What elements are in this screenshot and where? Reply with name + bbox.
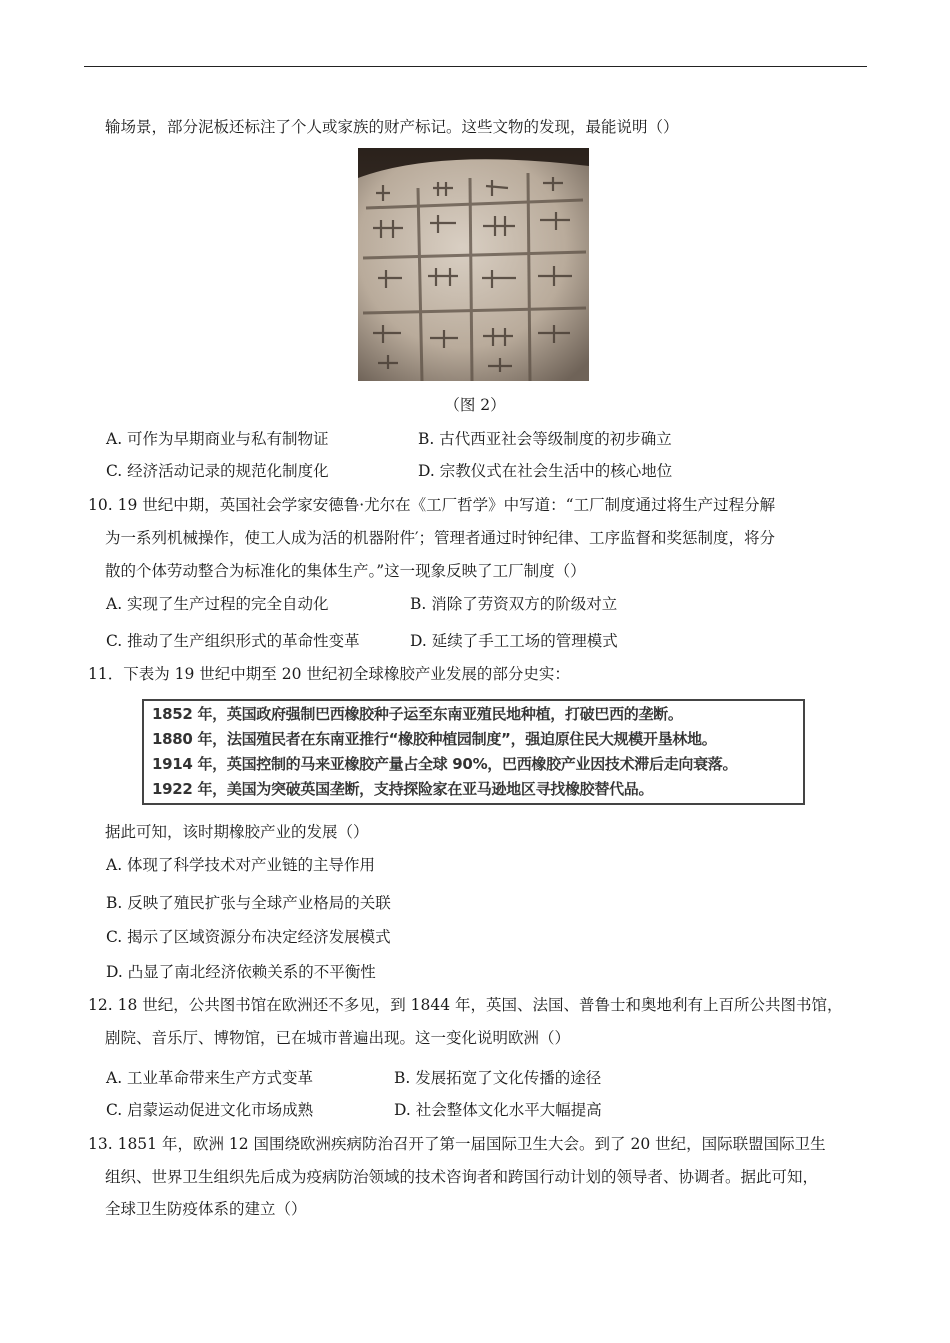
q10-option-d[interactable]: D. 延续了手工工场的管理模式 xyxy=(410,632,618,650)
q11-facts-table xyxy=(142,699,805,805)
q9-option-a[interactable]: A. 可作为早期商业与私有制物证 xyxy=(106,430,329,448)
q9-option-d[interactable]: D. 宗教仪式在社会生活中的核心地位 xyxy=(418,462,673,480)
q11-fact-1922: 1922 年，美国为突破英国垄断，支持探险家在亚马逊地区寻找橡胶替代品。 xyxy=(152,780,654,798)
q11-option-b[interactable]: B. 反映了殖民扩张与全球产业格局的关联 xyxy=(106,894,391,912)
q11-option-d[interactable]: D. 凸显了南北经济依赖关系的不平衡性 xyxy=(106,963,376,981)
q13-line-3: 全球卫生防疫体系的建立（） xyxy=(105,1200,307,1218)
q11-option-c[interactable]: C. 揭示了区域资源分布决定经济发展模式 xyxy=(106,928,391,946)
q10-option-c[interactable]: C. 推动了生产组织形式的革命性变革 xyxy=(106,632,360,650)
q12-option-d[interactable]: D. 社会整体文化水平大幅提高 xyxy=(394,1101,602,1119)
q9-option-c[interactable]: C. 经济活动记录的规范化制度化 xyxy=(106,462,329,480)
q11-option-a[interactable]: A. 体现了科学技术对产业链的主导作用 xyxy=(106,856,376,874)
figure-caption: （图 2） xyxy=(444,396,506,414)
q12-line-1: 12. 18 世纪，公共图书馆在欧洲还不多见，到 1844 年，英国、法国、普鲁士和奥地利有上百所公共图书馆， xyxy=(88,996,843,1014)
q10-line-3: 散的个体劳动整合为标准化的集体生产。”这一现象反映了工厂制度（） xyxy=(105,562,586,580)
q12-option-b[interactable]: B. 发展拓宽了文化传播的途径 xyxy=(394,1069,602,1087)
header-rule xyxy=(84,66,867,67)
q10-option-b[interactable]: B. 消除了劳资双方的阶级对立 xyxy=(410,595,618,613)
q9-stem-tail: 输场景，部分泥板还标注了个人或家族的财产标记。这些文物的发现，最能说明（） xyxy=(105,118,679,136)
q11-fact-1914: 1914 年，英国控制的马来亚橡胶产量占全球 90%，巴西橡胶产业因技术滞后走向衰落。 xyxy=(152,755,738,773)
q11-stem: 11．下表为 19 世纪中期至 20 世纪初全球橡胶产业发展的部分史实： xyxy=(88,665,570,683)
q12-option-a[interactable]: A. 工业革命带来生产方式变革 xyxy=(106,1069,314,1087)
cuneiform-tablet-image xyxy=(358,148,589,381)
q10-line-1: 10. 19 世纪中期，英国社会学家安德鲁·尤尔在《工厂哲学》中写道：“工厂制度通过将生产过程分解 xyxy=(88,496,776,514)
q11-question: 据此可知，该时期橡胶产业的发展（） xyxy=(105,823,369,841)
q12-option-c[interactable]: C. 启蒙运动促进文化市场成熟 xyxy=(106,1101,314,1119)
q13-line-2: 组织、世界卫生组织先后成为疫病防治领域的技术咨询者和跨国行动计划的领导者、协调者。据此可知， xyxy=(105,1168,819,1186)
q13-line-1: 13. 1851 年，欧洲 12 国围绕欧洲疾病防治召开了第一届国际卫生大会。到了 20 世纪，国际联盟国际卫生 xyxy=(88,1135,826,1153)
q10-option-a[interactable]: A. 实现了生产过程的完全自动化 xyxy=(106,595,329,613)
q11-fact-1880: 1880 年，法国殖民者在东南亚推行“橡胶种植园制度”，强迫原住民大规模开垦林地。 xyxy=(152,730,717,748)
q10-line-2: 为一系列机械操作，使工人成为活的机器附件′；管理者通过时钟纪律、工序监督和奖惩制度，将分 xyxy=(105,529,776,547)
q11-fact-1852: 1852 年，英国政府强制巴西橡胶种子运至东南亚殖民地种植，打破巴西的垄断。 xyxy=(152,705,683,723)
q12-line-2: 剧院、音乐厅、博物馆，已在城市普遍出现。这一变化说明欧洲（） xyxy=(105,1029,571,1047)
q9-option-b[interactable]: B. 古代西亚社会等级制度的初步确立 xyxy=(418,430,672,448)
